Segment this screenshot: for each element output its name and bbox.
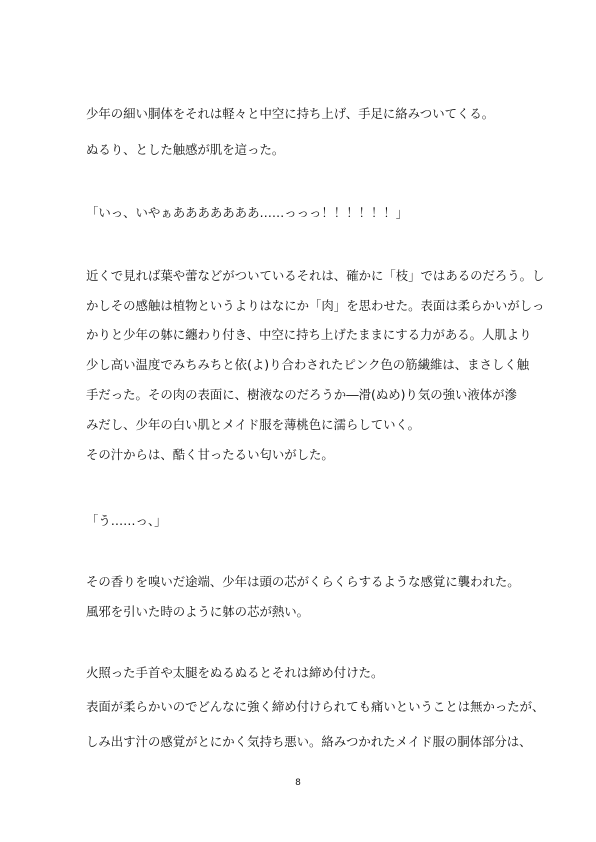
text-line: 表面が柔らかいのでどんなに強く締め付けられても痛いということは無かったが、 xyxy=(86,699,545,714)
text-line: 少し高い温度でみちみちと依(よ)り合わされたピンク色の筋繊維は、まさしく触 xyxy=(86,357,530,372)
dialogue-line: 「いっ、いやぁあああああああ……っっっ！！！！！！」 xyxy=(86,205,409,220)
text-line: しみ出す汁の感覚がとにかく気持ち悪い。絡みつかれたメイド服の胴体部分は、 xyxy=(86,734,532,749)
text-line: その汁からは、酷く甘ったるい匂いがした。 xyxy=(86,447,334,462)
text-line: かりと少年の躰に纏わり付き、中空に持ち上げたままにする力がある。人肌より xyxy=(86,327,532,342)
text-line: かしその感触は植物というよりはなにか「肉」を思わせた。表面は柔らかいがしっ xyxy=(86,298,545,313)
text-line: 近くで見れば葉や蕾などがついているそれは、確かに「枝」ではあるのだろう。し xyxy=(86,268,545,283)
text-line: その香りを嗅いだ途端、少年は頭の芯がくらくらするような感覚に襲われた。 xyxy=(86,574,520,589)
text-line: ぬるり、とした触感が肌を這った。 xyxy=(86,142,285,157)
page-number: 8 xyxy=(295,778,301,788)
dialogue-line: 「う……っ、」 xyxy=(86,513,167,528)
text-line: 手だった。その肉の表面に、樹液なのだろうか―滑(ぬめ)り気の強い液体が滲 xyxy=(86,387,517,402)
text-line: 風邪を引いた時のように躰の芯が熱い。 xyxy=(86,604,310,619)
text-line: 火照った手首や太腿をぬるぬるとそれは締め付けた。 xyxy=(86,665,384,680)
text-line: みだし、少年の白い肌とメイド服を薄桃色に濡らしていく。 xyxy=(86,417,421,432)
text-line: 少年の細い胴体をそれは軽々と中空に持ち上げ、手足に絡みついてくる。 xyxy=(86,106,495,121)
